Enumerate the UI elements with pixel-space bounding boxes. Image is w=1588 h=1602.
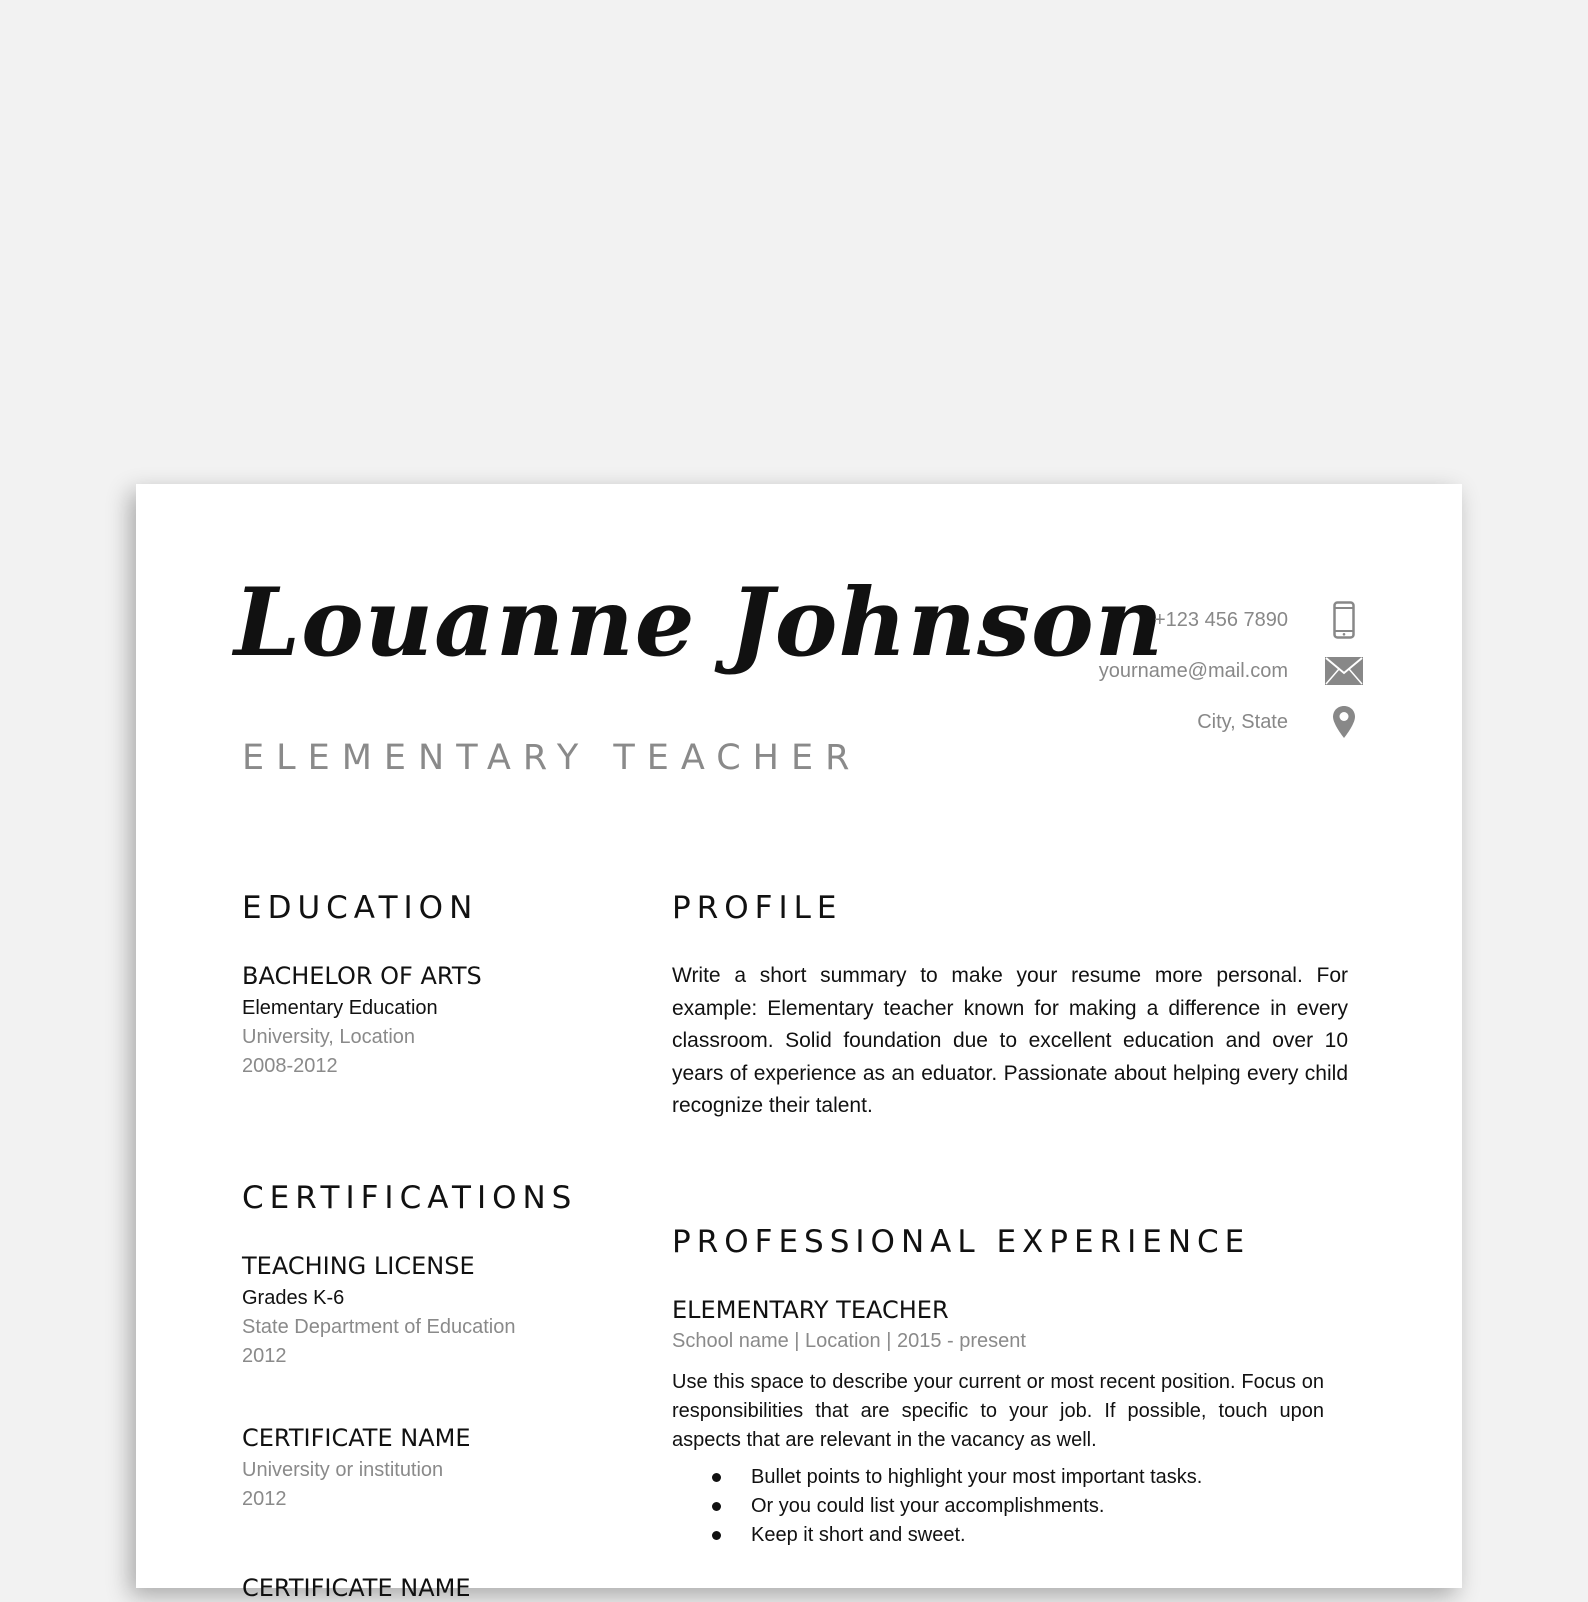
cert-title: CERTIFICATE NAME (242, 1574, 471, 1602)
list-item: Or you could list your accomplishments. (712, 1492, 1202, 1521)
degree-years: 2008-2012 (242, 1055, 338, 1077)
contact-phone-row (1154, 600, 1372, 640)
cert-title: TEACHING LICENSE (242, 1252, 475, 1280)
candidate-name: Louanne Johnson (234, 568, 1165, 678)
contact-phone: +123 456 7890 (1153, 608, 1288, 631)
resume-page (136, 484, 1462, 1602)
phone-icon (1316, 601, 1372, 639)
cert-title: CERTIFICATE NAME (242, 1424, 471, 1452)
contact-location-row (1197, 702, 1372, 742)
cert-issuer: State Department of Education (242, 1316, 516, 1338)
job-entry-bullets (712, 1463, 1202, 1550)
degree-school: University, Location (242, 1026, 416, 1048)
job-entry-meta: School name | Location | 2015 - present (672, 1330, 1026, 1352)
degree-field: Elementary Education (242, 997, 438, 1019)
profile-heading: PROFILE (672, 890, 843, 926)
certifications-heading: CERTIFICATIONS (242, 1180, 578, 1216)
cert-issuer: University or institution (242, 1459, 444, 1481)
job-entry-title: ELEMENTARY TEACHER (672, 1296, 949, 1324)
contact-email-row (1099, 651, 1372, 691)
list-item: Keep it short and sweet. (712, 1521, 1202, 1550)
cert-detail: Grades K-6 (242, 1287, 345, 1309)
contact-email: yourname@mail.com (1098, 659, 1288, 682)
job-title: ELEMENTARY TEACHER (242, 738, 862, 778)
cert-year: 2012 (242, 1488, 287, 1510)
experience-heading: PROFESSIONAL EXPERIENCE (672, 1224, 1251, 1260)
map-pin-icon (1316, 705, 1372, 739)
profile-summary: Write a short summary to make your resume more personal. For example: Elementary teacher known for making a difference in every classroom. Solid foundation due to excellent education and over 10 years of experience as an eduator. Passionate about helping every child recognize their talent. (672, 964, 1348, 1117)
envelope-icon (1316, 657, 1372, 685)
job-entry-description: Use this space to describe your current or most recent position. Focus on responsibilities that are specific to your job. If possible, touch upon aspects that are relevant in the vacancy as well. (672, 1371, 1324, 1451)
education-heading: EDUCATION (242, 890, 479, 926)
contact-location: City, State (1197, 710, 1288, 733)
degree-title: BACHELOR OF ARTS (242, 962, 482, 990)
cert-year: 2012 (242, 1345, 287, 1367)
list-item: Bullet points to highlight your most important tasks. (712, 1463, 1202, 1492)
